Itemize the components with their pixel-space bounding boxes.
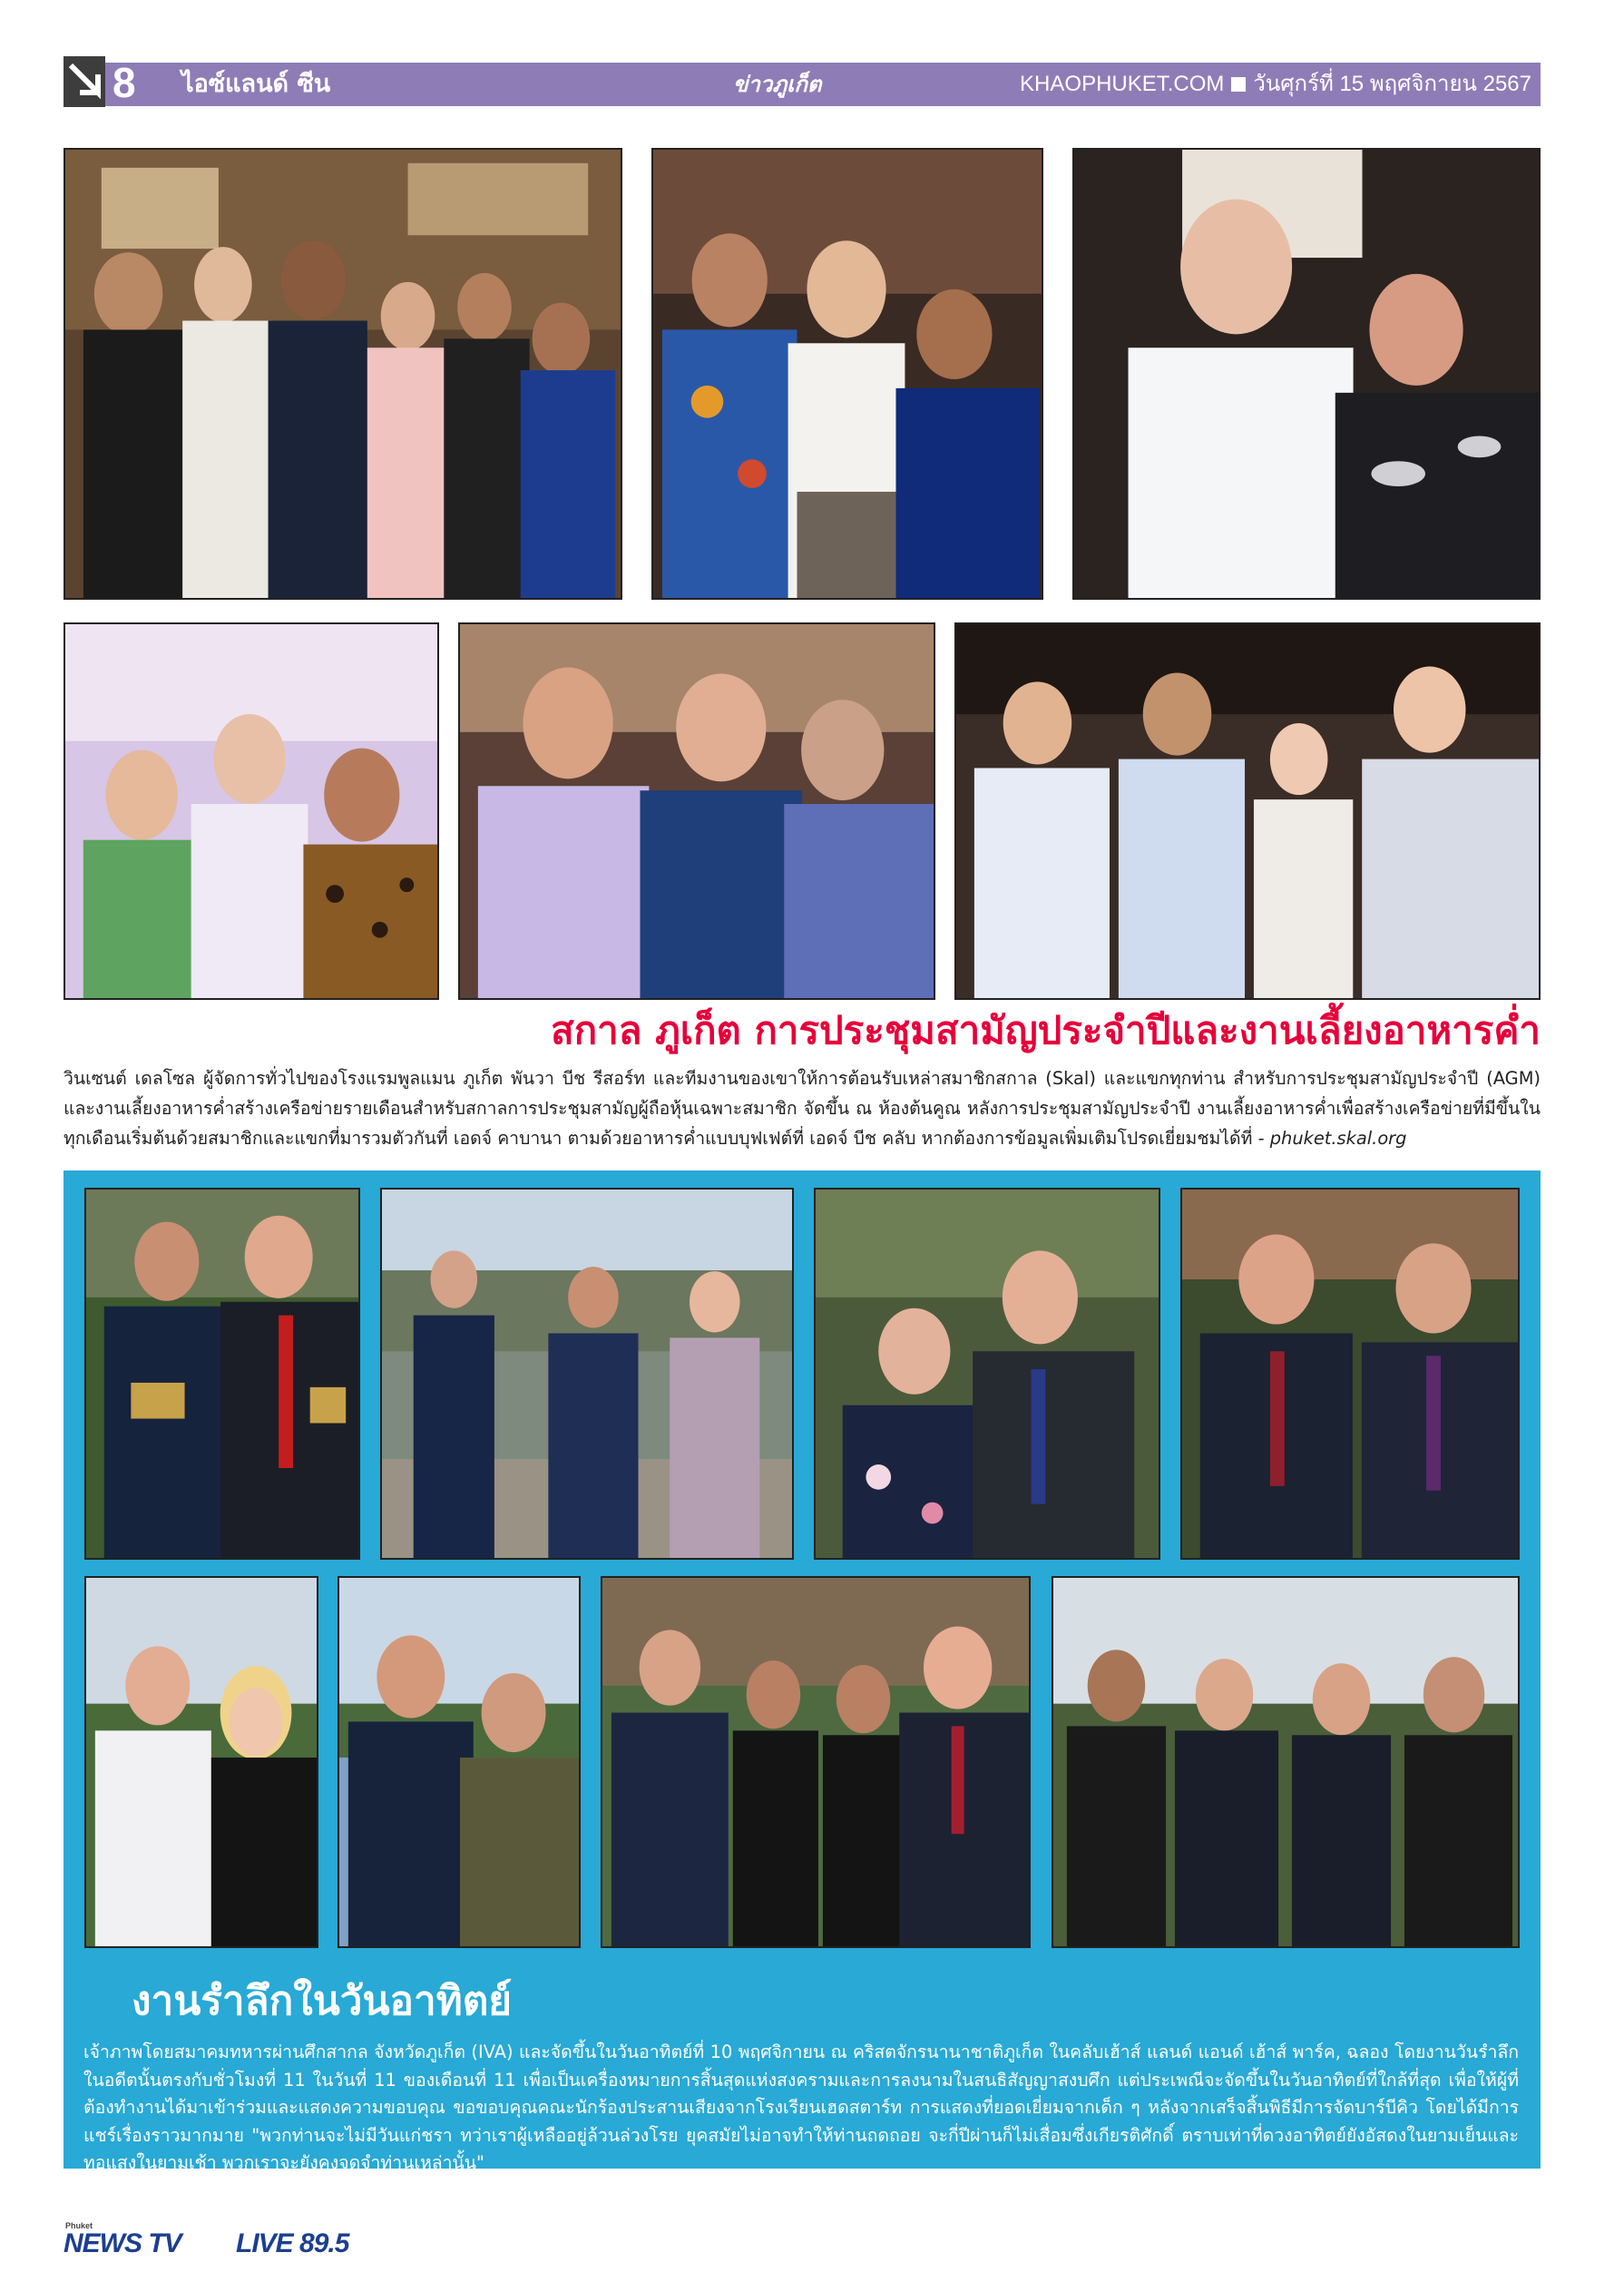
photo-skal-trio-floral <box>458 622 935 1000</box>
photo-veterans-medals <box>84 1188 360 1560</box>
article-body-skal <box>64 1063 1541 1153</box>
photo-veterans-trio-garden <box>380 1188 794 1560</box>
photo-remembrance-four-men <box>1052 1576 1520 1948</box>
page-corner-logo <box>64 56 105 107</box>
issue-date: วันศุกร์ที่ 15 พฤศจิกายน 2567 <box>1253 72 1531 96</box>
photo-remembrance-four-people <box>601 1576 1031 1948</box>
photo-remembrance-pair-poolside <box>338 1576 581 1948</box>
photo-skal-group-six <box>64 148 622 600</box>
photo-skal-two-men <box>1072 148 1541 600</box>
photo-veterans-couple <box>814 1188 1160 1560</box>
photo-remembrance-couple <box>84 1576 318 1948</box>
live-radio-logo-text: LIVE 89.5 <box>236 2228 349 2258</box>
section-name: ไอซ์แลนด์ ซีน <box>181 70 331 98</box>
article-body-remembrance: เจ้าภาพโดยสมาคมทหารผ่านศึกสากล จังหวัดภูเก็ต (IVA) และจัดขึ้นในวันอาทิตย์ที่ 10 พฤศจิกายน ณ คริสตจักรนานาชาติภูเก็ต ในคลับเฮ้าส์ แลนด์ แอนด์ เฮ้าส์ พาร์ค, ฉลอง โดยงานวันรำลึกในอดีตนั้นตรงกับชั่วโมงที่ 11 ในวันที่ 11 ของเดือนที่ 11 เพื่อเป็นเครื่องหมายการสิ้นสุดแห่งสงครามและการลงนามในสนธิสัญญาสงบศึก แต่ประเพณีจะจัดขึ้นในวันอาทิตย์ที่ใกล้ที่สุด เพื่อให้ผู้ที่ต้องทำงานได้มาเข้าร่วมและแสดงความขอบคุณ ขอขอบคุณคณะนักร้องประสานเสียงจากโรงเรียนเฮดสตาร์ท การแสดงที่ยอดเยี่ยมจากเด็ก ๆ หลังจากเสร็จสิ้นพิธีมีการจัดบาร์บีคิว โดยได้มีการแชร์เรื่องราวมากมาย "พวกท่านจะไม่มีวันแก่ชรา ทว่าเราผู้เหลืออยู่ล้วนล่วงโรย ยุคสมัยไม่อาจทำให้ท่านถดถอย จะกี่ปีผ่านก็ไม่เสื่อมซึ่งเกียรติศักดิ์ ตราบเท่าที่ดวงอาทิตย์ยังอัสดงในยามเย็นและทอแสงในยามเช้า พวกเราจะยังคงจดจำท่านเหล่านั้น" <box>83 2042 1519 2173</box>
photo-skal-four-guests <box>954 622 1541 1000</box>
photo-skal-trio-animal-print <box>64 622 439 1000</box>
photo-veterans-two-men-ties <box>1180 1188 1520 1560</box>
masthead-logo: ข่าวภูเก็ต <box>733 71 822 97</box>
news-tv-logo-text: NEWS TV <box>64 2228 181 2258</box>
news-tv-logo-small-text: Phuket <box>65 2221 93 2230</box>
article-headline-skal: สกาล ภูเก็ต การประชุมสามัญประจำปีและงานเลี้ยงอาหารค่ำ <box>551 1008 1541 1053</box>
website-url: KHAOPHUKET.COM <box>1020 72 1225 96</box>
article-body-skal-text: วินเซนต์ เดลโซล ผู้จัดการทั่วไปของโรงแรมพูลแมน ภูเก็ต พันวา บีช รีสอร์ท และทีมงานของเขาให้การต้อนรับเหล่าสมาชิกสกาล (Skal) และแขกทุกท่าน สำหรับการประชุมสามัญประจำปี (AGM) และงานเลี้ยงอาหารค่ำสร้างเครือข่ายรายเดือนสำหรับสกาลการประชุมสามัญผู้ถือหุ้นเฉพาะสมาชิก จัดขึ้น ณ ห้องต้นคูณ หลังการประชุมสามัญประจำปี งานเลี้ยงอาหารค่ำเพื่อสร้างเครือข่ายที่มีขึ้นในทุกเดือนเริ่มต้นด้วยสมาชิกและแขกที่มารวมตัวกันที่ เอดจ์ คาบานา ตามด้วยอาหารค่ำแบบบุฟเฟต์ที่ เอดจ์ บีช คลับ หากต้องการข้อมูลเพิ่มเติมโปรดเยี่ยมชมได้ที่ - <box>64 1068 1541 1149</box>
photo-skal-three-women <box>651 148 1043 600</box>
page-number: 8 <box>113 59 136 106</box>
news-tv-logo <box>64 2221 218 2261</box>
corner-arrow-icon <box>64 56 105 107</box>
header-date-line <box>1020 63 1531 106</box>
live-radio-logo <box>236 2221 381 2261</box>
article-headline-remembrance: งานรำลึกในวันอาทิตย์ <box>132 1978 513 2024</box>
separator-square-icon <box>1231 77 1246 92</box>
skal-website-link[interactable]: phuket.skal.org <box>1269 1128 1407 1149</box>
